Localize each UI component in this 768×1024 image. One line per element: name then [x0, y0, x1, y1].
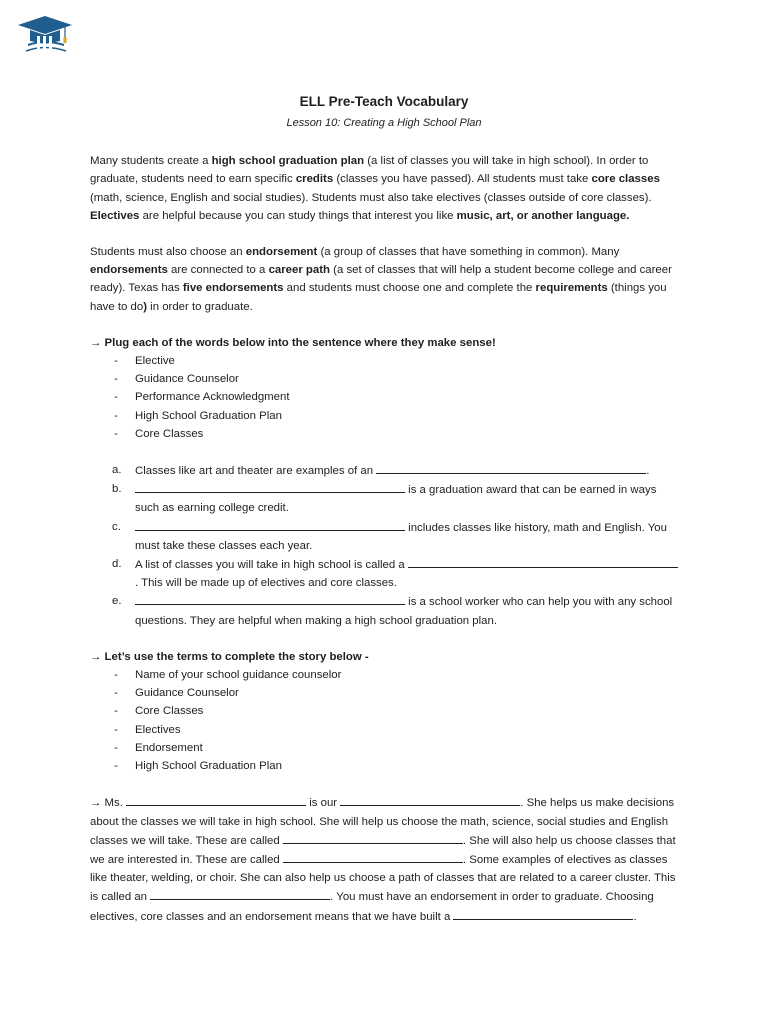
- word-bank-item: - Guidance Counselor: [90, 370, 678, 388]
- word-bank-2: [90, 666, 678, 775]
- answer-blank-c[interactable]: [135, 518, 405, 531]
- answer-blank-d[interactable]: [408, 555, 678, 568]
- intro-paragraph: Many students create a high school graduation plan (a list of classes you will take in high school). In order to graduate, students need to earn specific credits (classes you have passed). All students must take core classes (math, science, English and social studies). Students must also take electives (classes outside of core classes). Electives are helpful because you can study things that interest you like music, art, or another language.: [90, 155, 660, 222]
- question-e: e. is a school worker who can help you with any school questions. They are helpful when making a high school graduation plan.: [90, 592, 678, 629]
- story-blank-role[interactable]: [340, 793, 520, 806]
- section2-instruction: → Let’s use the terms to complete the story below -: [90, 650, 369, 663]
- word-bank-item: - High School Graduation Plan: [90, 407, 678, 425]
- question-d: d. A list of classes you will take in high school is called a . This will be made up of electives and core classes.: [90, 555, 678, 592]
- page-subtitle: Lesson 10: Creating a High School Plan: [286, 117, 482, 129]
- word-bank-item: - Core Classes: [90, 425, 678, 443]
- word-bank-item: - Elective: [90, 352, 678, 370]
- question-list: [90, 461, 678, 630]
- story-blank-core[interactable]: [283, 831, 463, 844]
- answer-blank-b[interactable]: [135, 480, 405, 493]
- word-bank-1: [90, 352, 678, 443]
- section1-instruction: → Plug each of the words below into the sentence where they make sense!: [90, 336, 496, 349]
- story-blank-counselor-name[interactable]: [126, 793, 306, 806]
- question-a: a. Classes like art and theater are examples of an .: [90, 461, 678, 480]
- answer-blank-a[interactable]: [376, 461, 646, 474]
- endorsement-paragraph: Students must also choose an endorsement (a group of classes that have something in common). Many endorsements are connected to a career path (a set of classes that will help a student become college and career ready). Texas has five endorsements and students must choose one and complete the requirements (things you have to do) in order to graduate.: [90, 246, 672, 313]
- word-bank-item: - High School Graduation Plan: [90, 757, 678, 775]
- story-blank-plan[interactable]: [453, 907, 633, 920]
- story-blank-endorsement[interactable]: [150, 887, 330, 900]
- graduation-cap-icon: [16, 15, 74, 55]
- word-bank-item: - Endorsement: [90, 739, 678, 757]
- word-bank-item: - Core Classes: [90, 702, 678, 720]
- story-blank-electives[interactable]: [283, 850, 463, 863]
- word-bank-item: - Guidance Counselor: [90, 684, 678, 702]
- story-paragraph: → Ms. is our . She helps us make decisions about the classes we will take in high school. She will help us choose the math, science, social studies and English classes we will take. These are called . She will also help us choose classes that we are interested in. These are called . Some examples of electives as classes like theater, welding, or choir. She can also help us choose a path of classes that are related to a career cluster. This is called an . You must have an endorsement in order to graduate. Choosing electives, core classes and an endorsement means that we have built a .: [90, 793, 678, 925]
- question-c: c. includes classes like history, math and English. You must take these classes each year.: [90, 518, 678, 555]
- answer-blank-e[interactable]: [135, 592, 405, 605]
- word-bank-item: - Performance Acknowledgment: [90, 388, 678, 406]
- word-bank-item: - Electives: [90, 721, 678, 739]
- word-bank-item: - Name of your school guidance counselor: [90, 666, 678, 684]
- page-title: ELL Pre-Teach Vocabulary: [299, 94, 469, 109]
- worksheet: [90, 93, 678, 926]
- question-b: b. is a graduation award that can be earned in ways such as earning college credit.: [90, 480, 678, 517]
